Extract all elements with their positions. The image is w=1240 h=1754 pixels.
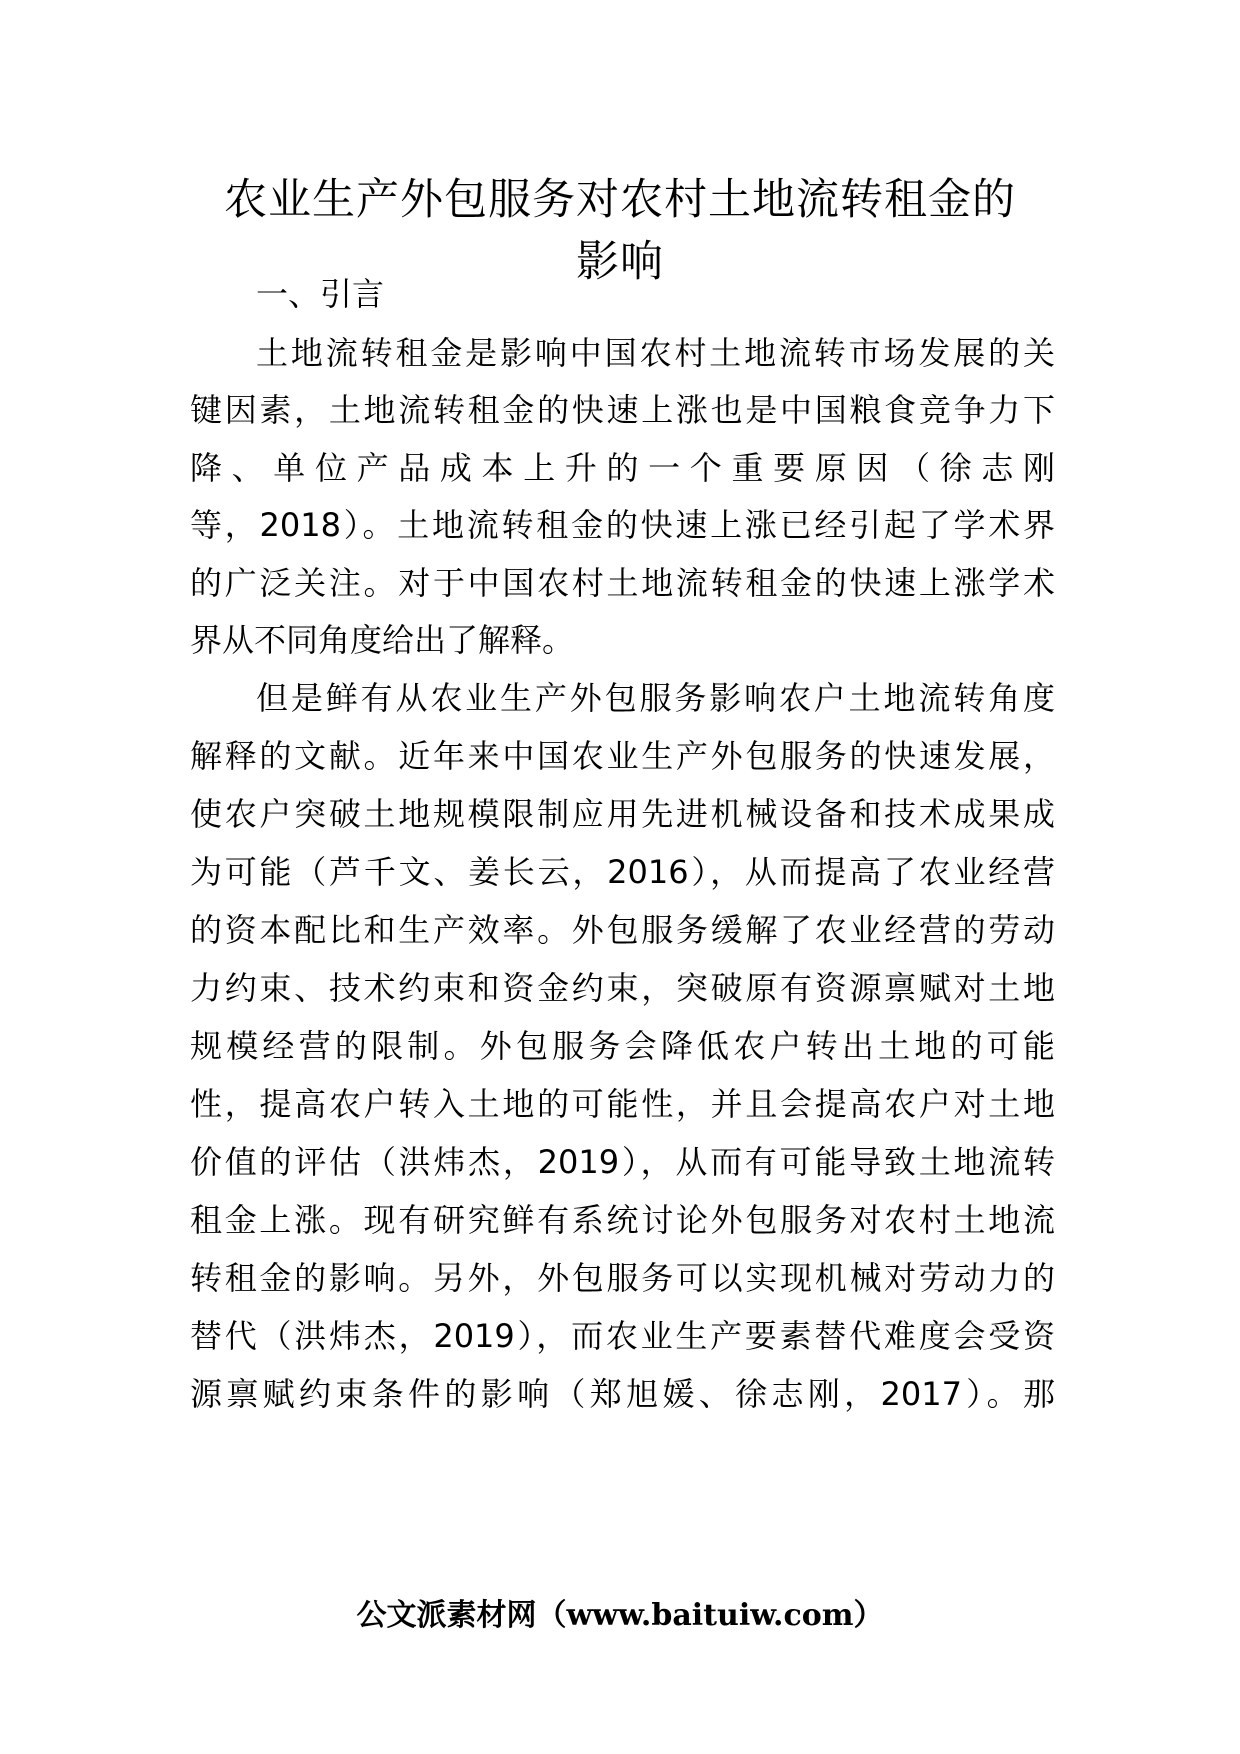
paragraph-line: 降、单位产品成本上升的一个重要原因（徐志刚 [190,449,1055,487]
paragraph-line: 替代（洪炜杰，2019），而农业生产要素替代难度会受资 [190,1317,1055,1355]
paragraph-line: 性，提高农户转入土地的可能性，并且会提高农户对土地 [190,1085,1055,1123]
paragraph-line: 键因素，土地流转租金的快速上涨也是中国粮食竞争力下 [190,391,1055,429]
section-heading: 一、引言 [256,275,385,313]
paragraph-line: 土地流转租金是影响中国农村土地流转市场发展的关 [256,334,1055,372]
paragraph-line: 解释的文献。近年来中国农业生产外包服务的快速发展， [190,737,1055,775]
paragraph-line: 的资本配比和生产效率。外包服务缓解了农业经营的劳动 [190,911,1055,949]
paragraph-line: 转租金的影响。另外，外包服务可以实现机械对劳动力的 [190,1259,1055,1297]
paragraph-line: 界从不同角度给出了解释。 [190,621,575,659]
paragraph-line: 力约束、技术约束和资金约束，突破原有资源禀赋对土地 [190,969,1055,1007]
paragraph-line: 等，2018）。土地流转租金的快速上涨已经引起了学术界 [190,506,1055,544]
paragraph-line: 价值的评估（洪炜杰，2019），从而有可能导致土地流转 [190,1143,1055,1181]
document-title-line-1: 农业生产外包服务对农村土地流转租金的 [224,175,1016,225]
document-title-line-2: 影响 [576,237,664,287]
paragraph-line: 租金上涨。现有研究鲜有系统讨论外包服务对农村土地流 [190,1201,1055,1239]
footer-watermark: 公文派素材网（www.baituiw.com） [356,1598,884,1633]
paragraph-line: 规模经营的限制。外包服务会降低农户转出土地的可能 [190,1027,1055,1065]
paragraph-line: 源禀赋约束条件的影响（郑旭媛、徐志刚，2017）。那 [190,1375,1055,1413]
paragraph-line: 但是鲜有从农业生产外包服务影响农户土地流转角度 [256,679,1055,717]
paragraph-line: 的广泛关注。对于中国农村土地流转租金的快速上涨学术 [190,564,1055,602]
paragraph-line: 使农户突破土地规模限制应用先进机械设备和技术成果成 [190,795,1055,833]
paragraph-line: 为可能（芦千文、姜长云，2016），从而提高了农业经营 [190,853,1055,891]
